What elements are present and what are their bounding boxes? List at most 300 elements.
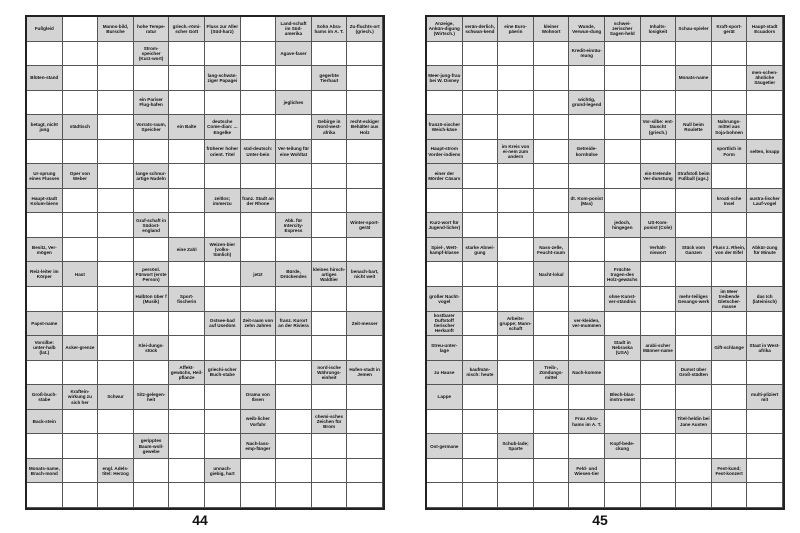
answer-cell[interactable] [676, 213, 712, 238]
clue-cell: Monats-​name, Brach-​mond [27, 459, 63, 484]
answer-cell[interactable] [98, 66, 134, 91]
answer-cell[interactable] [134, 238, 170, 263]
answer-cell[interactable] [312, 483, 348, 508]
answer-cell[interactable] [169, 312, 205, 337]
answer-cell[interactable] [169, 459, 205, 484]
answer-cell[interactable] [498, 213, 534, 238]
answer-cell[interactable] [276, 385, 312, 410]
answer-cell[interactable] [205, 336, 241, 361]
clue-cell: Graf-​schaft in Südost-​england [134, 213, 170, 238]
answer-cell[interactable] [241, 336, 277, 361]
clue-cell: Nacht-​lokal [534, 262, 570, 287]
answer-cell[interactable] [241, 238, 277, 263]
answer-cell[interactable] [63, 213, 99, 238]
answer-cell[interactable] [605, 361, 641, 386]
answer-cell[interactable] [463, 262, 499, 287]
answer-cell[interactable] [98, 91, 134, 116]
answer-cell[interactable] [605, 459, 641, 484]
answer-cell[interactable] [712, 410, 748, 435]
answer-cell[interactable] [241, 91, 277, 116]
answer-cell[interactable] [241, 66, 277, 91]
answer-cell[interactable] [569, 213, 605, 238]
answer-cell[interactable] [463, 42, 499, 67]
answer-cell[interactable] [241, 17, 277, 42]
answer-cell[interactable] [205, 164, 241, 189]
answer-cell[interactable] [63, 459, 99, 484]
clue-cell: eine Zahl [169, 238, 205, 263]
answer-cell[interactable] [463, 410, 499, 435]
answer-cell[interactable] [63, 189, 99, 214]
answer-cell[interactable] [676, 262, 712, 287]
answer-cell[interactable] [747, 42, 783, 67]
answer-cell[interactable] [534, 385, 570, 410]
answer-cell[interactable] [747, 312, 783, 337]
answer-cell[interactable] [498, 385, 534, 410]
answer-cell[interactable] [205, 262, 241, 287]
answer-cell[interactable] [712, 66, 748, 91]
answer-cell[interactable] [747, 262, 783, 287]
answer-cell[interactable] [463, 164, 499, 189]
answer-cell[interactable] [676, 434, 712, 459]
answer-cell[interactable] [312, 91, 348, 116]
answer-cell[interactable] [98, 483, 134, 508]
answer-cell[interactable] [98, 238, 134, 263]
answer-cell[interactable] [712, 312, 748, 337]
answer-cell[interactable] [641, 312, 677, 337]
answer-cell[interactable] [134, 140, 170, 165]
answer-cell[interactable] [347, 42, 383, 67]
clue-cell: Null beim Roulette [676, 115, 712, 140]
answer-cell[interactable] [463, 91, 499, 116]
clue-cell: Blech-​blas-​instru-​ment [605, 385, 641, 410]
answer-cell[interactable] [534, 459, 570, 484]
answer-cell[interactable] [134, 483, 170, 508]
answer-cell[interactable] [498, 410, 534, 435]
answer-cell[interactable] [63, 238, 99, 263]
answer-cell[interactable] [27, 287, 63, 312]
answer-cell[interactable] [312, 385, 348, 410]
answer-cell[interactable] [312, 312, 348, 337]
answer-cell[interactable] [312, 213, 348, 238]
answer-cell[interactable] [463, 336, 499, 361]
answer-cell[interactable] [241, 42, 277, 67]
answer-cell[interactable] [134, 410, 170, 435]
answer-cell[interactable] [534, 336, 570, 361]
answer-cell[interactable] [641, 459, 677, 484]
answer-cell[interactable] [276, 189, 312, 214]
answer-cell[interactable] [605, 410, 641, 435]
answer-cell[interactable] [463, 213, 499, 238]
answer-cell[interactable] [676, 312, 712, 337]
answer-cell[interactable] [347, 483, 383, 508]
answer-cell[interactable] [98, 140, 134, 165]
answer-cell[interactable] [347, 189, 383, 214]
answer-cell[interactable] [312, 336, 348, 361]
answer-cell[interactable] [676, 140, 712, 165]
answer-cell[interactable] [676, 189, 712, 214]
clue-cell: Stück vom Ganzen [676, 238, 712, 263]
answer-cell[interactable] [641, 483, 677, 508]
answer-cell[interactable] [347, 410, 383, 435]
answer-cell[interactable] [312, 287, 348, 312]
answer-cell[interactable] [712, 434, 748, 459]
answer-cell[interactable] [63, 66, 99, 91]
clue-cell: franz. Kurort an der Riviera [276, 312, 312, 337]
answer-cell[interactable] [747, 91, 783, 116]
answer-cell[interactable] [312, 459, 348, 484]
answer-cell[interactable] [463, 459, 499, 484]
answer-cell[interactable] [463, 140, 499, 165]
answer-cell[interactable] [498, 336, 534, 361]
answer-cell[interactable] [641, 140, 677, 165]
answer-cell[interactable] [347, 164, 383, 189]
answer-cell[interactable] [347, 66, 383, 91]
answer-cell[interactable] [676, 336, 712, 361]
clue-cell: verän-​derlich, schwan-​kend [463, 17, 499, 42]
clue-cell: Sohn Abra-​hams im A. T. [312, 17, 348, 42]
answer-cell[interactable] [498, 66, 534, 91]
clue-cell: Spiel-​, Wett-​kampf-​klasse [427, 238, 463, 263]
answer-cell[interactable] [747, 434, 783, 459]
answer-cell[interactable] [27, 42, 63, 67]
answer-cell[interactable] [276, 434, 312, 459]
answer-cell[interactable] [347, 385, 383, 410]
clue-cell: Oper von Weber [63, 164, 99, 189]
clue-cell: Ost-​germane [427, 434, 463, 459]
answer-cell[interactable] [569, 434, 605, 459]
answer-cell[interactable] [498, 91, 534, 116]
answer-cell[interactable] [169, 262, 205, 287]
answer-cell[interactable] [641, 262, 677, 287]
answer-cell[interactable] [569, 287, 605, 312]
answer-cell[interactable] [347, 336, 383, 361]
answer-cell[interactable] [134, 312, 170, 337]
answer-cell[interactable] [134, 66, 170, 91]
answer-cell[interactable] [347, 238, 383, 263]
clue-cell: einer der Mörder Cäsars [427, 164, 463, 189]
answer-cell[interactable] [605, 66, 641, 91]
answer-cell[interactable] [169, 434, 205, 459]
answer-cell[interactable] [534, 189, 570, 214]
answer-cell[interactable] [463, 189, 499, 214]
answer-cell[interactable] [463, 66, 499, 91]
answer-cell[interactable] [347, 459, 383, 484]
answer-cell[interactable] [498, 459, 534, 484]
answer-cell[interactable] [205, 42, 241, 67]
answer-cell[interactable] [347, 140, 383, 165]
answer-cell[interactable] [27, 91, 63, 116]
answer-cell[interactable] [569, 336, 605, 361]
answer-cell[interactable] [463, 483, 499, 508]
answer-cell[interactable] [747, 361, 783, 386]
answer-cell[interactable] [205, 385, 241, 410]
answer-cell[interactable] [569, 164, 605, 189]
answer-cell[interactable] [498, 42, 534, 67]
answer-cell[interactable] [134, 459, 170, 484]
answer-cell[interactable] [276, 483, 312, 508]
answer-cell[interactable] [534, 115, 570, 140]
answer-cell[interactable] [312, 164, 348, 189]
answer-cell[interactable] [641, 287, 677, 312]
answer-cell[interactable] [241, 213, 277, 238]
answer-cell[interactable] [605, 483, 641, 508]
answer-cell[interactable] [712, 385, 748, 410]
answer-cell[interactable] [312, 42, 348, 67]
answer-cell[interactable] [241, 287, 277, 312]
answer-cell[interactable] [641, 361, 677, 386]
answer-cell[interactable] [427, 42, 463, 67]
answer-cell[interactable] [569, 115, 605, 140]
clue-cell: lange schnur-​artige Nudeln [134, 164, 170, 189]
answer-cell[interactable] [534, 164, 570, 189]
answer-cell[interactable] [641, 385, 677, 410]
answer-cell[interactable] [712, 91, 748, 116]
answer-cell[interactable] [27, 140, 63, 165]
answer-cell[interactable] [534, 42, 570, 67]
answer-cell[interactable] [27, 434, 63, 459]
answer-cell[interactable] [676, 385, 712, 410]
answer-cell[interactable] [712, 42, 748, 67]
answer-cell[interactable] [676, 42, 712, 67]
answer-cell[interactable] [605, 189, 641, 214]
answer-cell[interactable] [169, 91, 205, 116]
clue-cell: Schwur [98, 385, 134, 410]
answer-cell[interactable] [27, 213, 63, 238]
clue-cell: betagt, nicht jung [27, 115, 63, 140]
answer-cell[interactable] [498, 189, 534, 214]
answer-cell[interactable] [712, 361, 748, 386]
answer-cell[interactable] [241, 459, 277, 484]
answer-cell[interactable] [63, 287, 99, 312]
answer-cell[interactable] [98, 287, 134, 312]
answer-cell[interactable] [169, 385, 205, 410]
answer-cell[interactable] [427, 410, 463, 435]
answer-cell[interactable] [63, 17, 99, 42]
answer-cell[interactable] [205, 483, 241, 508]
answer-cell[interactable] [498, 483, 534, 508]
answer-cell[interactable] [205, 410, 241, 435]
answer-cell[interactable] [134, 361, 170, 386]
answer-cell[interactable] [169, 336, 205, 361]
answer-cell[interactable] [498, 287, 534, 312]
answer-cell[interactable] [534, 287, 570, 312]
answer-cell[interactable] [747, 459, 783, 484]
clue-cell: Schau-​spieler [676, 17, 712, 42]
answer-cell[interactable] [427, 459, 463, 484]
answer-cell[interactable] [98, 164, 134, 189]
answer-cell[interactable] [463, 312, 499, 337]
answer-cell[interactable] [98, 42, 134, 67]
answer-cell[interactable] [276, 164, 312, 189]
answer-cell[interactable] [534, 66, 570, 91]
answer-cell[interactable] [169, 164, 205, 189]
answer-cell[interactable] [63, 410, 99, 435]
answer-cell[interactable] [463, 385, 499, 410]
answer-cell[interactable] [205, 91, 241, 116]
clue-cell: Ur-​sprung eines Flusses [27, 164, 63, 189]
answer-cell[interactable] [134, 189, 170, 214]
answer-cell[interactable] [534, 213, 570, 238]
answer-cell[interactable] [169, 213, 205, 238]
clue-cell: Haupt-​strom Vorder-​indiens [427, 140, 463, 165]
clue-cell: deutsche Come-​dian: ... Engelke [205, 115, 241, 140]
answer-cell[interactable] [63, 140, 99, 165]
answer-cell[interactable] [312, 140, 348, 165]
answer-cell[interactable] [534, 434, 570, 459]
answer-cell[interactable] [641, 410, 677, 435]
answer-cell[interactable] [712, 262, 748, 287]
answer-cell[interactable] [605, 91, 641, 116]
answer-cell[interactable] [241, 483, 277, 508]
answer-cell[interactable] [276, 336, 312, 361]
answer-cell[interactable] [427, 189, 463, 214]
clue-cell: Vorsilbe: unter-​halb (lat.) [27, 336, 63, 361]
clue-cell: Meer-​jung-​frau bei W. Disney [427, 66, 463, 91]
answer-cell[interactable] [169, 66, 205, 91]
clue-cell: Nahrungs-​mittel aus Soja-​bohnen [712, 115, 748, 140]
clue-cell: franz. Stadt an der Rhone [241, 189, 277, 214]
answer-cell[interactable] [569, 483, 605, 508]
answer-cell[interactable] [98, 361, 134, 386]
answer-cell[interactable] [712, 483, 748, 508]
answer-cell[interactable] [427, 483, 463, 508]
answer-cell[interactable] [463, 115, 499, 140]
answer-cell[interactable] [569, 238, 605, 263]
clue-cell: Kraft-​sport-​gerät [712, 17, 748, 42]
clue-cell: arabi-​scher Männer-​name [641, 336, 677, 361]
answer-cell[interactable] [605, 42, 641, 67]
answer-cell[interactable] [498, 238, 534, 263]
clue-cell: jetzt [241, 262, 277, 287]
answer-cell[interactable] [169, 140, 205, 165]
answer-cell[interactable] [205, 213, 241, 238]
answer-cell[interactable] [276, 410, 312, 435]
answer-cell[interactable] [641, 42, 677, 67]
answer-cell[interactable] [169, 483, 205, 508]
answer-cell[interactable] [241, 164, 277, 189]
clue-cell: großer Nacht-​vogel [427, 287, 463, 312]
answer-cell[interactable] [569, 262, 605, 287]
answer-cell[interactable] [63, 42, 99, 67]
answer-cell[interactable] [498, 262, 534, 287]
answer-cell[interactable] [169, 42, 205, 67]
answer-cell[interactable] [98, 336, 134, 361]
answer-cell[interactable] [534, 410, 570, 435]
answer-cell[interactable] [205, 287, 241, 312]
clue-cell: Zeit-​raum von zehn Jahren [241, 312, 277, 337]
clue-cell: wichtig, grund-​legend [569, 91, 605, 116]
answer-cell[interactable] [276, 115, 312, 140]
answer-cell[interactable] [347, 91, 383, 116]
clue-cell: kostbarer Duftstoff tierischer Herkunft [427, 312, 463, 337]
answer-cell[interactable] [98, 213, 134, 238]
answer-cell[interactable] [169, 189, 205, 214]
answer-cell[interactable] [427, 262, 463, 287]
answer-cell[interactable] [63, 312, 99, 337]
answer-cell[interactable] [712, 164, 748, 189]
answer-cell[interactable] [98, 312, 134, 337]
answer-cell[interactable] [498, 115, 534, 140]
answer-cell[interactable] [98, 410, 134, 435]
answer-cell[interactable] [63, 434, 99, 459]
answer-cell[interactable] [641, 91, 677, 116]
answer-cell[interactable] [276, 66, 312, 91]
clue-cell: sportlich in Form [712, 140, 748, 165]
answer-cell[interactable] [276, 459, 312, 484]
answer-cell[interactable] [63, 91, 99, 116]
answer-cell[interactable] [498, 361, 534, 386]
answer-cell[interactable] [347, 434, 383, 459]
answer-cell[interactable] [605, 115, 641, 140]
answer-cell[interactable] [312, 434, 348, 459]
answer-cell[interactable] [641, 189, 677, 214]
clue-cell: Abkür-​zung für Minute [747, 238, 783, 263]
answer-cell[interactable] [641, 434, 677, 459]
clue-cell: Manns-​bild, Bursche [98, 17, 134, 42]
answer-cell[interactable] [312, 238, 348, 263]
answer-cell[interactable] [63, 483, 99, 508]
answer-cell[interactable] [276, 361, 312, 386]
answer-cell[interactable] [241, 361, 277, 386]
answer-cell[interactable] [605, 140, 641, 165]
answer-cell[interactable] [747, 164, 783, 189]
answer-cell[interactable] [27, 361, 63, 386]
answer-cell[interactable] [605, 164, 641, 189]
answer-cell[interactable] [276, 238, 312, 263]
answer-cell[interactable] [534, 483, 570, 508]
answer-cell[interactable] [605, 238, 641, 263]
answer-cell[interactable] [747, 483, 783, 508]
answer-cell[interactable] [312, 189, 348, 214]
answer-cell[interactable] [98, 115, 134, 140]
answer-cell[interactable] [676, 459, 712, 484]
answer-cell[interactable] [712, 213, 748, 238]
clue-cell: Hast [63, 262, 99, 287]
answer-cell[interactable] [98, 434, 134, 459]
answer-cell[interactable] [463, 434, 499, 459]
answer-cell[interactable] [63, 361, 99, 386]
answer-cell[interactable] [534, 140, 570, 165]
answer-cell[interactable] [747, 213, 783, 238]
answer-cell[interactable] [747, 115, 783, 140]
answer-cell[interactable] [676, 91, 712, 116]
answer-cell[interactable] [27, 483, 63, 508]
answer-cell[interactable] [347, 287, 383, 312]
answer-cell[interactable] [534, 312, 570, 337]
answer-cell[interactable] [747, 410, 783, 435]
answer-cell[interactable] [676, 483, 712, 508]
answer-cell[interactable] [205, 434, 241, 459]
clue-cell: Sitz-​gelegen-​heit [134, 385, 170, 410]
answer-cell[interactable] [641, 66, 677, 91]
answer-cell[interactable] [498, 164, 534, 189]
answer-cell[interactable] [169, 410, 205, 435]
answer-cell[interactable] [463, 287, 499, 312]
clue-cell: Titel-​heldin bei Jane Austen [676, 410, 712, 435]
clue-cell: Früchte tragen-​des Holz-​gewächs [605, 262, 641, 287]
answer-cell[interactable] [569, 385, 605, 410]
clue-cell: Inhalts-​losigkeit [641, 17, 677, 42]
answer-cell[interactable] [276, 287, 312, 312]
answer-cell[interactable] [605, 312, 641, 337]
answer-cell[interactable] [98, 262, 134, 287]
answer-cell[interactable] [98, 189, 134, 214]
answer-cell[interactable] [241, 115, 277, 140]
answer-cell[interactable] [569, 66, 605, 91]
clue-cell: franzö-​sischer Weich-​käse [427, 115, 463, 140]
answer-cell[interactable] [427, 91, 463, 116]
answer-cell[interactable] [534, 91, 570, 116]
